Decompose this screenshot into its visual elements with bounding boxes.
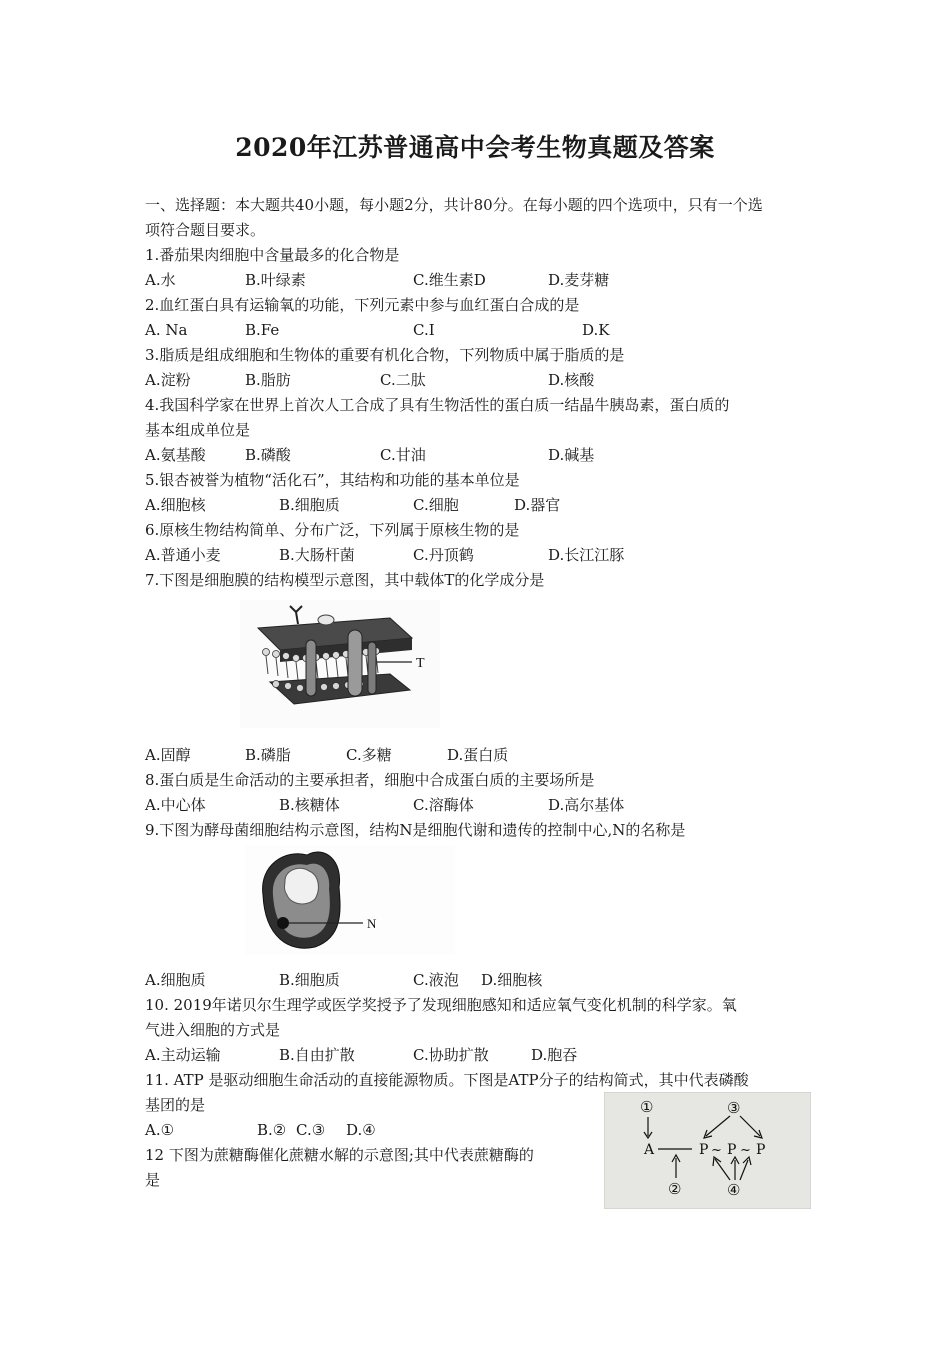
q3-option-c: C.二肽: [380, 371, 426, 389]
q5-option-b: B.细胞质: [279, 496, 340, 514]
q7-option-b: B.磷脂: [245, 746, 291, 764]
q6-option-b: B.大肠杆菌: [279, 546, 355, 564]
section-intro-line-1: 一、选择题：本大题共40小题，每小题2分，共计80分。在每小题的四个选项中，只有一个选: [145, 196, 763, 214]
q8-stem: 8.蛋白质是生命活动的主要承担者，细胞中合成蛋白质的主要场所是: [145, 771, 595, 789]
q2-option-a: A. Na: [145, 321, 188, 339]
q2-option-d: D.K: [582, 321, 610, 339]
q10-stem-line-2: 气进入细胞的方式是: [145, 1021, 281, 1039]
q5-option-a: A.细胞核: [145, 496, 206, 514]
q1-option-c: C.维生素D: [413, 271, 486, 289]
atp-formula-p2: P: [727, 1142, 737, 1158]
q6-option-c: C.丹顶鹤: [413, 546, 474, 564]
q11-option-b: B.②: [257, 1121, 287, 1139]
q6-option-d: D.长江江豚: [548, 546, 625, 564]
q12-stem-line-2: 是: [145, 1171, 161, 1189]
q5-stem: 5.银杏被誉为植物“活化石”，其结构和功能的基本单位是: [145, 471, 520, 489]
q4-option-d: D.碱基: [548, 446, 595, 464]
q11-stem-line-1: 11. ATP 是驱动细胞生命活动的直接能源物质。下图是ATP分子的结构简式，其中代表磷酸: [145, 1071, 749, 1089]
q4-stem-line-2: 基本组成单位是: [145, 421, 251, 439]
q1-option-b: B.叶绿素: [245, 271, 306, 289]
q3-stem: 3.脂质是组成细胞和生物体的重要有机化合物，下列物质中属于脂质的是: [145, 346, 625, 364]
q9-stem: 9.下图为酵母菌细胞结构示意图，结构N是细胞代谢和遗传的控制中心,N的名称是: [145, 821, 686, 839]
q9-figure-label: N: [367, 916, 377, 931]
q1-stem: 1.番茄果肉细胞中含量最多的化合物是: [145, 246, 400, 264]
atp-label-1: ①: [640, 1098, 654, 1116]
q11-option-d: D.④: [346, 1121, 376, 1139]
q9-option-a: A.细胞质: [145, 971, 206, 989]
section-intro-line-2: 项符合题目要求。: [145, 221, 266, 239]
q3-option-d: D.核酸: [548, 371, 595, 389]
q2-option-c: C.I: [413, 321, 435, 339]
atp-structure-figure: [604, 1092, 811, 1209]
atp-formula-tilde2: ~: [740, 1143, 751, 1158]
q10-option-c: C.协助扩散: [413, 1046, 489, 1064]
q4-option-b: B.磷酸: [245, 446, 291, 464]
yeast-cell-figure: [245, 845, 455, 955]
cell-membrane-figure: [240, 600, 440, 728]
atp-formula-tilde1: ~: [711, 1143, 722, 1158]
q10-option-a: A.主动运输: [145, 1046, 221, 1064]
q1-option-d: D.麦芽糖: [548, 271, 610, 289]
q8-option-b: B.核糖体: [279, 796, 340, 814]
page-title: 2020年江苏普通高中会考生物真题及答案: [235, 133, 715, 162]
q10-stem-line-1: 10. 2019年诺贝尔生理学或医学奖授予了发现细胞感知和适应氧气变化机制的科学家。氧: [145, 996, 737, 1014]
q11-option-c: C.③: [296, 1121, 326, 1139]
q6-option-a: A.普通小麦: [145, 546, 221, 564]
q2-option-b: B.Fe: [245, 321, 280, 339]
q3-option-b: B.脂肪: [245, 371, 291, 389]
q1-option-a: A.水: [145, 271, 176, 289]
q5-option-c: C.细胞: [413, 496, 459, 514]
q4-option-c: C.甘油: [380, 446, 426, 464]
q5-option-d: D.器官: [514, 496, 561, 514]
atp-formula-p3: P: [756, 1142, 766, 1158]
q6-stem: 6.原核生物结构简单、分布广泛，下列属于原核生物的是: [145, 521, 520, 539]
q7-option-a: A.固醇: [145, 746, 191, 764]
atp-label-2: ②: [668, 1180, 682, 1198]
q9-option-c: C.液泡: [413, 971, 459, 989]
q8-option-c: C.溶酶体: [413, 796, 474, 814]
q12-stem-line-1: 12 下图为蔗糖酶催化蔗糖水解的示意图;其中代表蔗糖酶的: [145, 1146, 534, 1164]
q2-stem: 2.血红蛋白具有运输氧的功能，下列元素中参与血红蛋白合成的是: [145, 296, 580, 314]
q4-option-a: A.氨基酸: [145, 446, 206, 464]
atp-label-4: ④: [727, 1181, 741, 1199]
q9-option-d: D.细胞核: [481, 971, 543, 989]
atp-formula-a: A: [644, 1142, 655, 1158]
atp-formula-p1: P: [699, 1142, 709, 1158]
q11-stem-line-2: 基团的是: [145, 1096, 206, 1114]
q7-option-c: C.多糖: [346, 746, 392, 764]
q3-option-a: A.淀粉: [145, 371, 191, 389]
q7-option-d: D.蛋白质: [447, 746, 509, 764]
q8-option-d: D.高尔基体: [548, 796, 625, 814]
q7-figure-label: T: [416, 656, 425, 671]
q11-option-a: A.①: [145, 1121, 175, 1139]
q4-stem-line-1: 4.我国科学家在世界上首次人工合成了具有生物活性的蛋白质一结晶牛胰岛素，蛋白质的: [145, 396, 730, 414]
atp-label-3: ③: [727, 1099, 741, 1117]
q10-option-d: D.胞吞: [531, 1046, 578, 1064]
q9-option-b: B.细胞质: [279, 971, 340, 989]
q7-stem: 7.下图是细胞膜的结构模型示意图，其中载体T的化学成分是: [145, 571, 545, 589]
q10-option-b: B.自由扩散: [279, 1046, 355, 1064]
q8-option-a: A.中心体: [145, 796, 206, 814]
